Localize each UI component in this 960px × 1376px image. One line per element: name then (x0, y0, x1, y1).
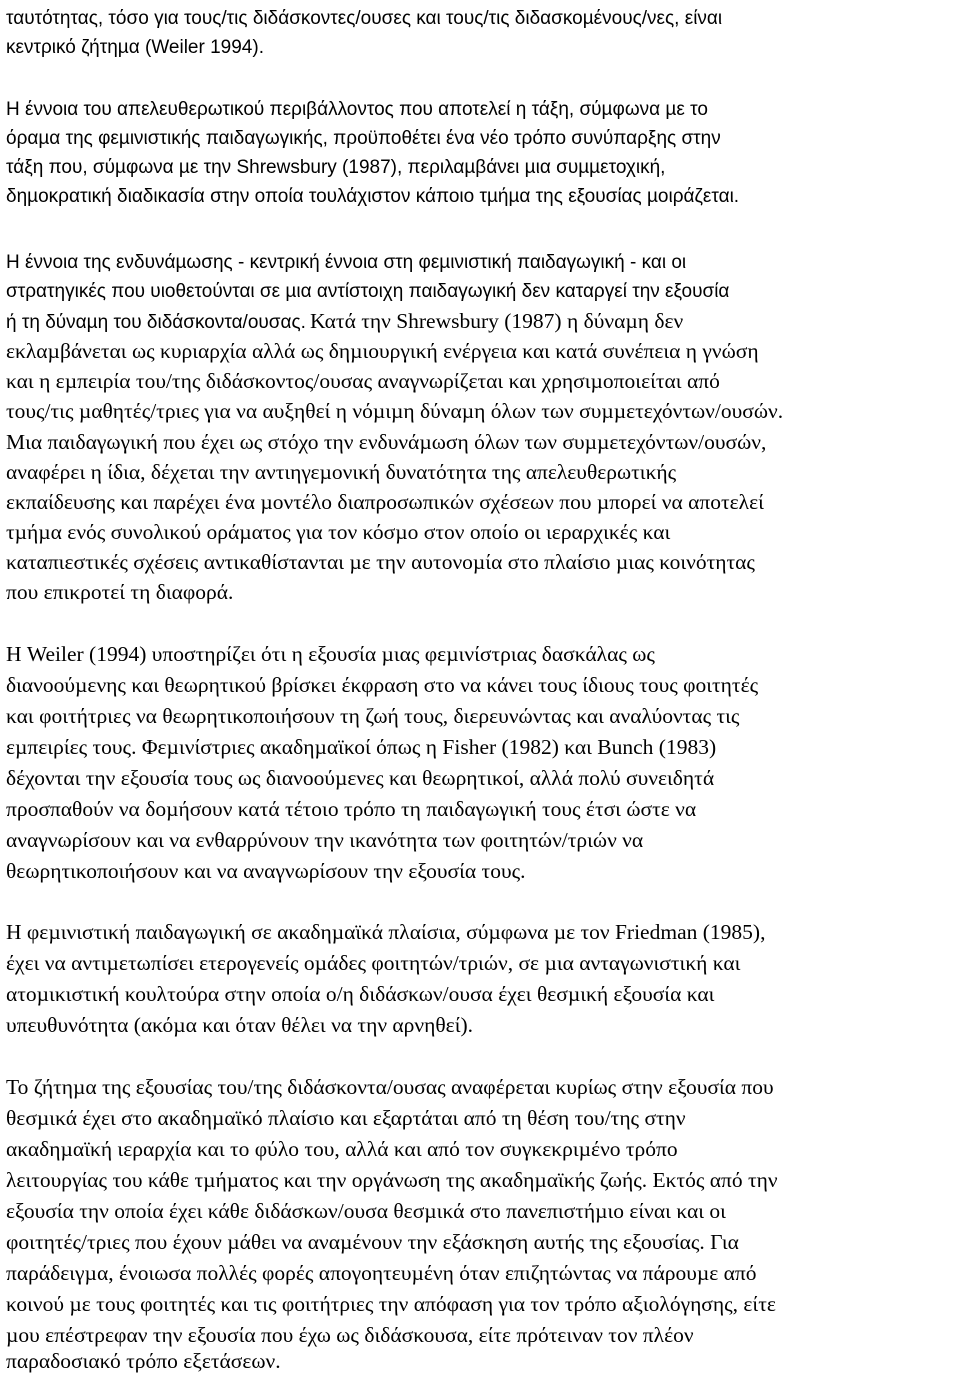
text-line: καταπιεστικές σχέσεις αντικαθίστανται µε την αυτονοµία στο πλαίσιο µιας κοινότητας (6, 550, 755, 574)
text-line: και η εµπειρία του/της διδάσκοντος/ουσας αναγνωρίζεται και χρησιµοποιείται από (6, 369, 720, 393)
text-line: λειτουργίας του κάθε τµήµατος και την οργάνωση της ακαδηµαϊκής ζωής. Εκτός από την (6, 1168, 778, 1192)
text-line: κεντρικό ζήτηµα (Weiler 1994). (6, 37, 264, 58)
text-line: στρατηγικές που υιοθετούνται σε µια αντίστοιχη παιδαγωγική δεν καταργεί την εξουσία (6, 281, 730, 302)
text-line: θεσµικά έχει στο ακαδηµαϊκό πλαίσιο και εξαρτάται από τη θέση του/της στην (6, 1106, 686, 1130)
text-line: κοινού µε τους φοιτητές και τις φοιτήτριες την απόφαση για τον τρόπο αξιολόγησης, είτε (6, 1292, 776, 1316)
text-line: Μια παιδαγωγική που έχει ως στόχο την ενδυνάµωση όλων των συµµετεχόντων/ουσών, (6, 430, 767, 454)
text-line: αναφέρει η ίδια, δέχεται την αντιηγεµονική δυνατότητα της απελευθερωτικής (6, 460, 677, 484)
text-line: ταυτότητας, τόσο για τους/τις διδάσκοντες/ουσες και τους/τις διδασκοµένους/νες, είναι (6, 8, 723, 29)
text-line: τµήµα ενός συνολικού οράµατος για τον κόσµο στον οποίο οι ιεραρχικές και (6, 520, 671, 544)
text-line: αναγνωρίσουν και να ενθαρρύνουν την ικανότητα των φοιτητών/τριών να (6, 828, 644, 852)
text-span: Κατά την Shrewsbury (1987) η δύναµη δεν (309, 309, 684, 333)
text-line: παράδειγµα, ένοιωσα πολλές φορές απογοητευµένη όταν επιζητώντας να πάρουµε από (6, 1261, 757, 1285)
text-line (6, 307, 683, 338)
text-span: ή τη δύναµη του διδάσκοντα/ουσας. (6, 312, 306, 333)
text-line: φοιτητές/τριες που έχουν µάθει να αναµένουν την εξάσκηση αυτής της εξουσίας. Για (6, 1230, 739, 1254)
text-line: Η Weiler (1994) υποστηρίζει ότι η εξουσία µιας φεµινίστριας δασκάλας ως (6, 642, 655, 666)
text-line: Η έννοια του απελευθερωτικού περιβάλλοντος που αποτελεί η τάξη, σύµφωνα µε το (6, 99, 708, 120)
text-line: τους/τις µαθητές/τριες για να αυξηθεί η νόµιµη δύναµη όλων των συµµετεχόντων/ουσών. (6, 399, 784, 423)
text-line: ατοµικιστική κουλτούρα στην οποία ο/η διδάσκων/ουσα έχει θεσµική εξουσία και (6, 982, 715, 1006)
text-line: Η φεµινιστική παιδαγωγική σε ακαδηµαϊκά πλαίσια, σύµφωνα µε τον Friedman (1985), (6, 920, 766, 944)
text-line: Το ζήτηµα της εξουσίας του/της διδάσκοντα/ουσας αναφέρεται κυρίως στην εξουσία που (6, 1075, 774, 1099)
text-line: υπευθυνότητα (ακόµα και όταν θέλει να την αρνηθεί). (6, 1013, 474, 1037)
text-line: εκλαµβάνεται ως κυριαρχία αλλά ως δηµιουργική ενέργεια και κατά συνέπεια η γνώση (6, 339, 759, 363)
text-line: εµπειρίες τους. Φεµινίστριες ακαδηµαϊκοί όπως η Fisher (1982) και Bunch (1983) (6, 735, 717, 759)
text-line: δέχονται την εξουσία τους ως διανοούµενες και θεωρητικοί, αλλά πολύ συνειδητά (6, 766, 715, 790)
text-line: εκπαίδευσης και παρέχει ένα µοντέλο διαπροσωπικών σχέσεων που µπορεί να αποτελεί (6, 490, 764, 514)
text-line: εξουσία την οποία έχει κάθε διδάσκων/ουσα θεσµικά στο πανεπιστήµιο είναι και οι (6, 1199, 726, 1223)
text-line: προσπαθούν να δοµήσουν κατά τέτοιο τρόπο τη παιδαγωγική τους έτσι ώστε να (6, 797, 697, 821)
text-line: όραµα της φεµινιστικής παιδαγωγικής, προϋποθέτει ένα νέο τρόπο συνύπαρξης στην (6, 128, 721, 149)
text-line: παραδοσιακό τρόπο εξετάσεων. (6, 1349, 281, 1373)
text-line: θεωρητικοποιήσουν και να αναγνωρίσουν την εξουσία τους. (6, 859, 526, 883)
text-line: µου επέστρεφαν την εξουσία που έχω ως διδάσκουσα, είτε πρότειναν τον πλέον (6, 1323, 694, 1347)
text-line: διανοούµενης και θεωρητικού βρίσκει έκφραση στο να κάνει τους ίδιους τους φοιτητές (6, 673, 759, 697)
text-line: έχει να αντιµετωπίσει ετερογενείς οµάδες φοιτητών/τριών, σε µια ανταγωνιστική και (6, 951, 741, 975)
text-line: δηµοκρατική διαδικασία στην οποία τουλάχιστον κάποιο τµήµα της εξουσίας µοιράζεται. (6, 186, 740, 207)
text-line: Η έννοια της ενδυνάµωσης - κεντρική έννοια στη φεµινιστική παιδαγωγική - και οι (6, 252, 687, 273)
text-line: που επικροτεί τη διαφορά. (6, 580, 234, 604)
text-line: και φοιτήτριες να θεωρητικοποιήσουν τη ζωή τους, διερευνώντας και αναλύοντας τις (6, 704, 740, 728)
text-line: ακαδηµαϊκή ιεραρχία και το φύλο του, αλλά και από τον συγκεκριµένο τρόπο (6, 1137, 678, 1161)
text-line: τάξη που, σύµφωνα µε την Shrewsbury (1987), περιλαµβάνει µια συµµετοχική, (6, 157, 666, 178)
